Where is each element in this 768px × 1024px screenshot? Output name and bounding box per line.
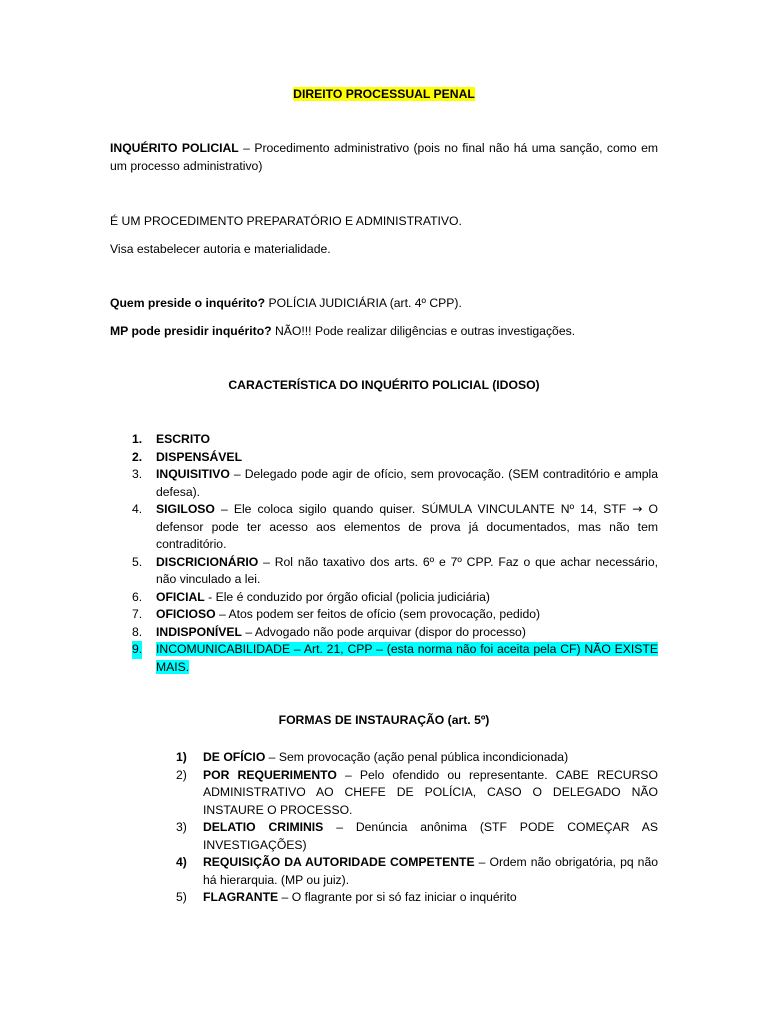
question-answer: NÃO!!! Pode realizar diligências e outras investigações. xyxy=(271,324,576,338)
intro-label: INQUÉRITO POLICIAL xyxy=(110,141,239,155)
item-number: 1) xyxy=(176,750,187,764)
list-item xyxy=(110,501,658,554)
item-number: 3. xyxy=(132,467,143,481)
statement-purpose: Visa estabelecer autoria e materialidade. xyxy=(110,242,331,256)
item-text: – Sem provocação (ação penal pública incondicionada) xyxy=(265,750,569,764)
list-item xyxy=(176,854,658,889)
question-label: MP pode presidir inquérito? xyxy=(110,324,272,338)
item-text: - Ele é conduzido por órgão oficial (policia judiciária) xyxy=(204,589,490,604)
list-item xyxy=(176,749,658,767)
section-title-characteristics: CARACTERÍSTICA DO INQUÉRITO POLICIAL (IDOSO) xyxy=(228,378,540,392)
item-label: SIGILOSO xyxy=(156,502,215,516)
item-number: 1. xyxy=(132,432,143,446)
section-title-forms: FORMAS DE INSTAURAÇÃO (art. 5º) xyxy=(278,713,490,727)
question-mp-presides xyxy=(110,323,658,341)
list-item xyxy=(110,431,658,449)
item-label: INCOMUNICABILIDADE xyxy=(156,642,291,656)
item-label: FLAGRANTE xyxy=(203,890,279,904)
characteristics-list xyxy=(110,431,658,676)
item-number: 4. xyxy=(132,502,143,516)
list-item xyxy=(110,606,658,624)
list-item xyxy=(176,889,658,907)
item-text: – Pelo ofendido ou representante. CABE RECURSO ADMINISTRATIVO AO CHEFE DE POLÍCIA, CASO O DELEGADO NÃO INSTAURE O PROCESSO. xyxy=(203,767,658,817)
item-number: 6. xyxy=(132,589,143,604)
item-text: – Ordem não obrigatória, pq não há hierarquia. (MP ou juiz). xyxy=(203,855,659,887)
item-text: – Atos podem ser feitos de ofício (sem provocação, pedido) xyxy=(215,607,541,621)
item-number: 9. xyxy=(132,641,142,659)
item-text: – Denúncia anônima (STF PODE COMEÇAR AS INVESTIGAÇÕES) xyxy=(203,820,658,852)
list-item-highlighted xyxy=(110,641,658,676)
item-label: OFICIAL xyxy=(156,589,205,604)
list-item xyxy=(176,819,658,854)
item-number: 8. xyxy=(132,624,143,639)
item-text: – Art. 21, CPP – (esta norma não foi aceita pela CF) NÃO EXISTE MAIS. xyxy=(156,642,658,674)
document-title xyxy=(0,86,768,104)
intro-text: – Procedimento administrativo (pois no final não há uma sanção, como em um processo administrativo) xyxy=(110,141,659,173)
item-label: INQUISITIVO xyxy=(156,467,230,481)
list-item xyxy=(110,554,658,589)
intro-paragraph xyxy=(110,140,658,175)
item-label: ESCRITO xyxy=(156,432,210,446)
item-text-continued: O defensor pode ter acesso aos elementos de prova já documentados, mas não tem contraditório. xyxy=(156,502,658,551)
list-item xyxy=(176,767,658,820)
item-number: 3) xyxy=(176,820,187,834)
item-text: – Advogado não pode arquivar (dispor do processo) xyxy=(242,624,526,639)
item-text: – Rol não taxativo dos arts. 6º e 7º CPP. Faz o que achar necessário, não vinculado a lei. xyxy=(156,554,658,586)
item-label: REQUISIÇÃO DA AUTORIDADE COMPETENTE xyxy=(203,855,475,869)
item-label: INDISPONÍVEL xyxy=(156,624,243,639)
item-number: 5) xyxy=(176,890,187,904)
item-text: – O flagrante por si só faz iniciar o inquérito xyxy=(278,890,517,904)
statement-preparatory: É UM PROCEDIMENTO PREPARATÓRIO E ADMINISTRATIVO. xyxy=(110,214,462,228)
item-label: DISPENSÁVEL xyxy=(156,449,243,464)
question-answer: POLÍCIA JUDICIÁRIA (art. 4º CPP). xyxy=(265,296,462,310)
item-label: DE OFÍCIO xyxy=(203,750,266,764)
list-item xyxy=(110,624,658,642)
item-label: OFICIOSO xyxy=(156,607,216,621)
forms-list xyxy=(176,749,658,907)
item-number: 7. xyxy=(132,607,143,621)
item-number: 4) xyxy=(176,855,187,869)
list-item xyxy=(110,449,658,467)
item-label: DISCRICIONÁRIO xyxy=(156,554,259,569)
question-who-presides xyxy=(110,295,658,313)
right-arrow-icon: → xyxy=(632,502,643,516)
item-label: POR REQUERIMENTO xyxy=(203,767,337,782)
list-item xyxy=(110,589,658,607)
item-number: 2) xyxy=(176,767,187,782)
list-item xyxy=(110,466,658,501)
title-highlight: DIREITO PROCESSUAL PENAL xyxy=(293,87,475,101)
question-label: Quem preside o inquérito? xyxy=(110,296,266,310)
item-text: – Delegado pode agir de ofício, sem provocação. (SEM contraditório e ampla defesa). xyxy=(156,467,658,499)
item-number: 5. xyxy=(132,554,143,569)
item-label: DELATIO CRIMINIS xyxy=(203,820,324,834)
item-number: 2. xyxy=(132,449,143,464)
item-text: – Ele coloca sigilo quando quiser. SÚMULA VINCULANTE Nº 14, STF xyxy=(214,502,633,516)
